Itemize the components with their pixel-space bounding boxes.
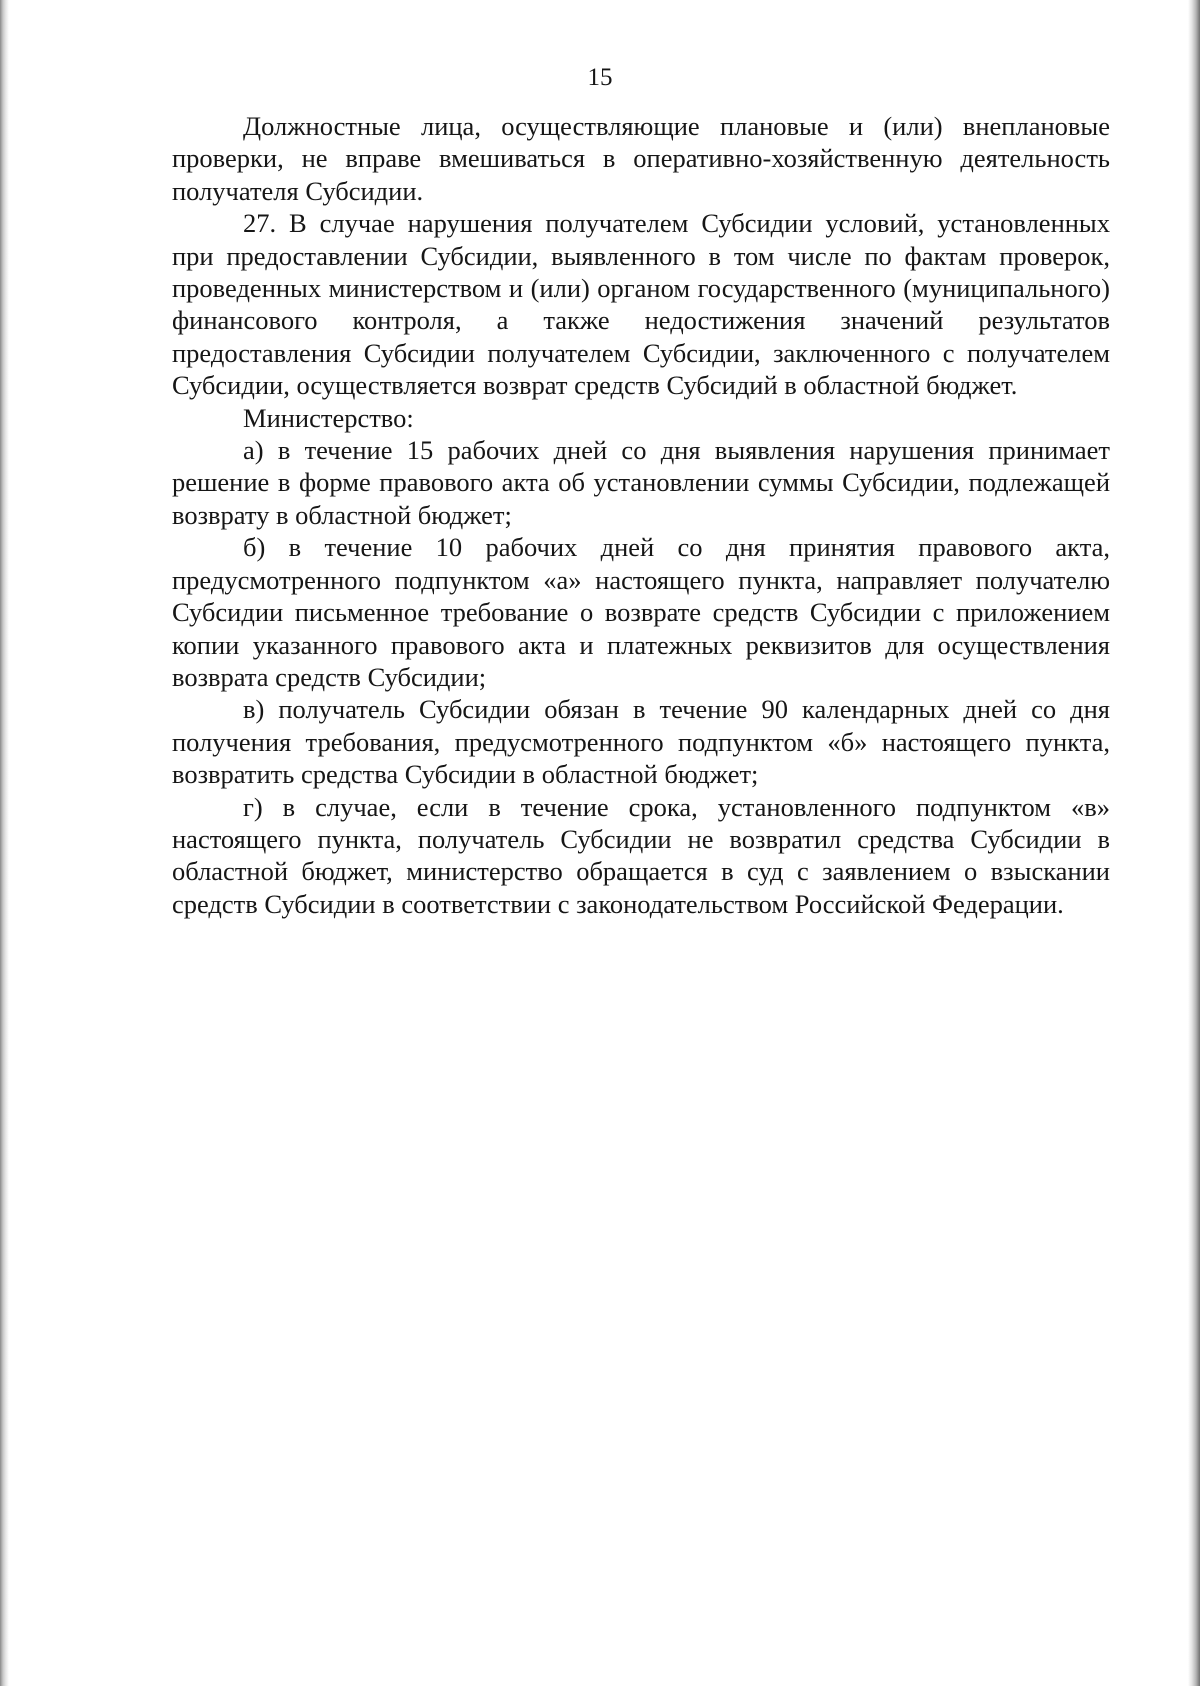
document-body [172, 110, 1110, 920]
paragraph-subitem-a: а) в течение 15 рабочих дней со дня выявления нарушения принимает решение в форме правового акта об установлении суммы Субсидии, подлежащей возврату в областной бюджет; [172, 435, 1110, 530]
paragraph-item-27: 27. В случае нарушения получателем Субсидии условий, установленных при предоставлении Субсидии, выявленного в том числе по фактам проверок, проведенных министерством и (или) органом государственного (муниципального) финансового контроля, а также недостижения значений результатов предоставления Субсидии получателем Субсидии, заключенного с получателем Субсидии, осуществляется возврат средств Субсидий в областной бюджет. [172, 208, 1110, 401]
scan-edge-left [0, 0, 9, 1686]
page-number: 15 [587, 64, 613, 91]
scan-edge-right [1188, 0, 1200, 1686]
paragraph-subitem-g: г) в случае, если в течение срока, установленного подпунктом «в» настоящего пункта, получатель Субсидии не возвратил средства Субсидии в областной бюджет, министерство обращается в суд с заявлением о взыскании средств Субсидии в соответствии с законодательством Российской Федерации. [172, 791, 1110, 919]
paragraph-ministry-heading: Министерство: [243, 402, 414, 433]
paragraph-subitem-b: б) в течение 10 рабочих дней со дня принятия правового акта, предусмотренного подпунктом «а» настоящего пункта, направляет получателю Субсидии письменное требование о возврате средств Субсидии с приложением копии указанного правового акта и платежных реквизитов для осуществления возврата средств Субсидии; [172, 532, 1110, 692]
paragraph-subitem-v: в) получатель Субсидии обязан в течение 90 календарных дней со дня получения требования, предусмотренного подпунктом «б» настоящего пункта, возвратить средства Субсидии в областной бюджет; [172, 694, 1110, 790]
paragraph-officials-inspections: Должностные лица, осуществляющие плановые и (или) внеплановые проверки, не вправе вмешиваться в оперативно-хозяйственную деятельность получателя Субсидии. [172, 111, 1110, 206]
